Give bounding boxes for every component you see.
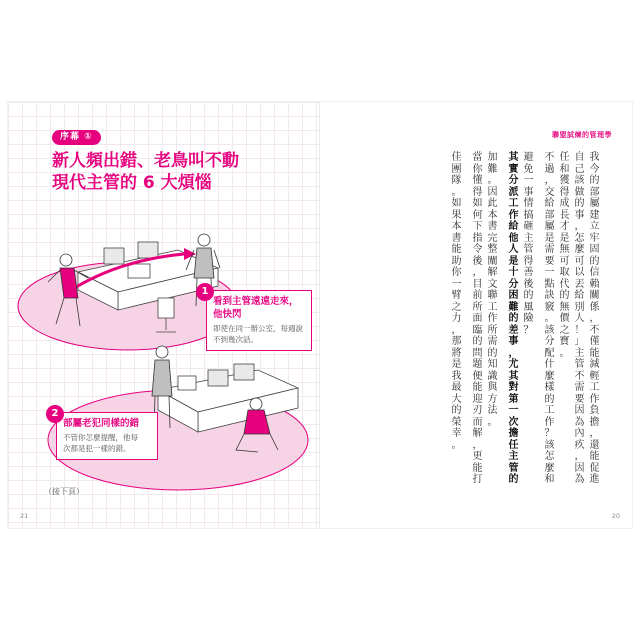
book-spread bbox=[8, 102, 632, 528]
continued-note: （接下頁） bbox=[44, 487, 84, 496]
right-page-number: 20 bbox=[611, 512, 620, 520]
text-column: 自 己 該 做 的 事 ， 怎 麼 可 以 丟 給 別 人 ！ 」 主 管 不 需 要 因 為 內 疚 ， 因 為 bbox=[574, 152, 585, 485]
callout-2 bbox=[51, 408, 158, 460]
callout-2-number: 2 bbox=[46, 405, 64, 423]
right-page bbox=[320, 102, 632, 528]
text-column: 加 難 。 因 此 本 書 完 整 闡 解 文 聯 工 作 所 需 的 知 識 與 方 法 。 bbox=[487, 152, 498, 428]
callout-1-title-line2: 他快閃 bbox=[213, 309, 242, 320]
left-page bbox=[8, 102, 320, 528]
callout-2-body-line2: 次都是犯一樣的錯。 bbox=[63, 444, 131, 453]
text-column: 其 實 分 派 工 作 給 他 人 是 十 分 困 難 的 差 事 ， 尤 其 對 第 一 次 擔 任 主 管 的 bbox=[508, 152, 519, 485]
callout-2-body-line1: 不管你怎麼提醒，他每 bbox=[63, 433, 138, 442]
text-column: 任 和 獲 得 成 長 才 是 無 可 取 代 的 無 價 之 寶 。 bbox=[559, 152, 570, 359]
callout-1-number: 1 bbox=[196, 283, 214, 301]
callout-2-body bbox=[63, 432, 151, 454]
text-column: 當 你 懂 得 如 何 下 指 令 後 ， 目 前 所 面 臨 的 問 題 便 能 迎 刃 而 解 ， 更 能 打 bbox=[472, 152, 483, 485]
text-column: 我 今 的 部 屬 建 立 牢 固 的 信 賴 關 係 ， 不 僅 能 減 輕 工 作 負 擔 ， 還 能 促 進 bbox=[589, 152, 600, 485]
callout-1-body-line2: 不到幾次話。 bbox=[213, 335, 258, 344]
text-column: 佳 團 隊 。 如 果 本 書 能 助 你 一 臂 之 力 ， 那 將 是 我 最 大 的 榮 幸 。 bbox=[451, 152, 462, 451]
callout-1-title-line1: 看到主管遠遠走來， bbox=[213, 296, 299, 307]
title-line-2: 現代主管的 6 大煩惱 bbox=[52, 173, 212, 193]
running-head: 聯盟試煉的管理學 bbox=[552, 131, 612, 139]
callout-1-body bbox=[213, 323, 305, 345]
page-title bbox=[52, 150, 302, 194]
vertical-body-text bbox=[449, 152, 602, 492]
callout-2-title: 部屬老犯同樣的錯 bbox=[63, 418, 140, 429]
callout-1-title bbox=[213, 295, 305, 321]
left-page-number: 21 bbox=[20, 512, 29, 520]
text-column: 不 過 ， 交 給 部 屬 是 需 要 一 點 訣 竅 。 該 分 配 什 麼 樣 的 工 作 ？ 該 怎 麼 和 bbox=[544, 152, 555, 485]
office-illustration bbox=[8, 220, 320, 500]
chapter-badge: 序幕 ① bbox=[52, 130, 101, 145]
callout-1-body-line1: 即使在同一辦公室，每週說 bbox=[213, 324, 303, 333]
title-line-1: 新人頻出錯、老鳥叫不動 bbox=[52, 151, 239, 171]
callout-1 bbox=[201, 286, 312, 351]
text-column: 避 免 一 事 情 搞 砸 主 管 得 善 後 的 風 險 ？ bbox=[523, 152, 534, 336]
